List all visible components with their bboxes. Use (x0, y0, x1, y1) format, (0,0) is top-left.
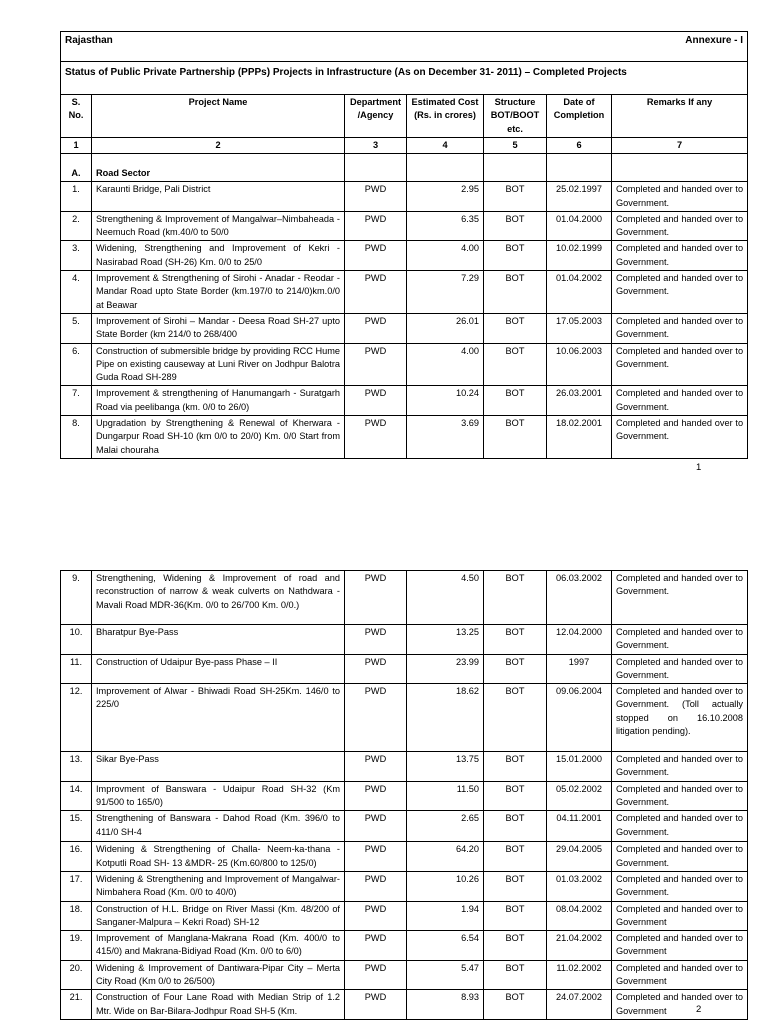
row-remarks: Completed and handed over to Government (612, 931, 748, 961)
row-department: PWD (345, 781, 407, 811)
row-project-name: Strengthening, Widening & Improvement of road and reconstruction of narrow & weak culverts on Nathdwara - Mavali Road MDR-36(Km. 0/0 to 26/700 Km. 0/0.) (92, 571, 345, 625)
row-project-name: Construction of Four Lane Road with Median Strip of 1.2 Mtr. Wide on Bar-Bilara-Jodhpur Road SH-5 (Km. (92, 990, 345, 1020)
row-sno: 15. (61, 811, 92, 842)
table-row (61, 386, 748, 416)
row-project-name: Widening & Improvement of Dantiwara-Pipar City – Merta City Road (Km 0/0 to 26/500) (92, 960, 345, 990)
row-department: PWD (345, 241, 407, 271)
section-label: A. (61, 154, 92, 182)
col-number: 7 (612, 138, 748, 154)
row-department: PWD (345, 654, 407, 684)
table-row (61, 654, 748, 684)
row-cost: 6.35 (407, 211, 484, 241)
row-department: PWD (345, 182, 407, 212)
row-structure: BOT (484, 271, 547, 314)
row-sno: 16. (61, 842, 92, 872)
row-sno: 13. (61, 752, 92, 782)
row-project-name: Widening & Strengthening and Improvement of Mangalwar- Nimbahera Road (Km. 0/0 to 40/0) (92, 871, 345, 901)
row-sno: 18. (61, 901, 92, 931)
row-structure: BOT (484, 182, 547, 212)
col-structure-header: Structure BOT/BOOT etc. (484, 95, 547, 138)
row-department: PWD (345, 571, 407, 625)
row-date: 29.04.2005 (547, 842, 612, 872)
state-header (61, 32, 748, 62)
table-row (61, 271, 748, 314)
row-cost: 2.65 (407, 811, 484, 842)
table-row (61, 781, 748, 811)
row-sno: 8. (61, 416, 92, 459)
row-date: 01.04.2002 (547, 271, 612, 314)
page-1 (60, 31, 747, 459)
row-remarks: Completed and handed over to Government. (612, 182, 748, 212)
row-department: PWD (345, 313, 407, 343)
table-row (61, 313, 748, 343)
row-remarks: Completed and handed over to Government. (612, 571, 748, 625)
row-sno: 3. (61, 241, 92, 271)
row-structure: BOT (484, 842, 547, 872)
col-number: 3 (345, 138, 407, 154)
row-structure: BOT (484, 901, 547, 931)
table-row (61, 182, 748, 212)
row-structure: BOT (484, 416, 547, 459)
row-structure: BOT (484, 571, 547, 625)
row-structure: BOT (484, 386, 547, 416)
table-row (61, 343, 748, 386)
row-cost: 1.94 (407, 901, 484, 931)
row-sno: 17. (61, 871, 92, 901)
row-structure: BOT (484, 931, 547, 961)
row-date: 01.04.2000 (547, 211, 612, 241)
row-cost: 10.26 (407, 871, 484, 901)
row-project-name: Improvement & Strengthening of Sirohi - Anadar - Reodar - Mandar Road upto State Border (km.197/0 to 214/0)km.0/0 at Beawar (92, 271, 345, 314)
column-number-row (61, 138, 748, 154)
row-date: 08.04.2002 (547, 901, 612, 931)
row-project-name: Upgradation by Strengthening & Renewal of Kherwara - Dungarpur Road SH-10 (km 0/0 to 20/0) Km. 0/0 Start from Malai chouraha (92, 416, 345, 459)
row-cost: 23.99 (407, 654, 484, 684)
table-row (61, 842, 748, 872)
row-structure: BOT (484, 752, 547, 782)
row-remarks: Completed and handed over to Government. (612, 625, 748, 655)
row-sno: 1. (61, 182, 92, 212)
row-remarks: Completed and handed over to Government. (612, 871, 748, 901)
col-date-header: Date of Completion (547, 95, 612, 138)
row-project-name: Improvement of Sirohi – Mandar - Deesa Road SH-27 upto State Border (km 214/0 to 268/400 (92, 313, 345, 343)
row-structure: BOT (484, 781, 547, 811)
row-sno: 20. (61, 960, 92, 990)
row-remarks: Completed and handed over to Government. (612, 313, 748, 343)
table-row (61, 871, 748, 901)
row-sno: 19. (61, 931, 92, 961)
row-sno: 12. (61, 684, 92, 752)
row-date: 11.02.2002 (547, 960, 612, 990)
row-cost: 10.24 (407, 386, 484, 416)
row-sno: 14. (61, 781, 92, 811)
col-sno-header: S. No. (61, 95, 92, 138)
row-date: 10.06.2003 (547, 343, 612, 386)
row-department: PWD (345, 343, 407, 386)
row-date: 15.01.2000 (547, 752, 612, 782)
col-cost-header: Estimated Cost (Rs. in crores) (407, 95, 484, 138)
row-structure: BOT (484, 960, 547, 990)
row-date: 06.03.2002 (547, 571, 612, 625)
projects-table-page-2 (60, 570, 748, 1020)
row-department: PWD (345, 752, 407, 782)
row-department: PWD (345, 960, 407, 990)
row-date: 18.02.2001 (547, 416, 612, 459)
section-name: Road Sector (92, 154, 345, 182)
row-remarks: Completed and handed over to Government (612, 901, 748, 931)
row-cost: 3.69 (407, 416, 484, 459)
row-cost: 13.75 (407, 752, 484, 782)
table-row (61, 571, 748, 625)
row-project-name: Bharatpur Bye-Pass (92, 625, 345, 655)
row-sno: 7. (61, 386, 92, 416)
row-structure: BOT (484, 313, 547, 343)
row-structure: BOT (484, 684, 547, 752)
row-project-name: Strengthening of Banswara - Dahod Road (Km. 396/0 to 411/0 SH-4 (92, 811, 345, 842)
table-row (61, 811, 748, 842)
row-date: 04.11.2001 (547, 811, 612, 842)
row-date: 24.07.2002 (547, 990, 612, 1020)
row-structure: BOT (484, 241, 547, 271)
row-structure: BOT (484, 811, 547, 842)
row-sno: 10. (61, 625, 92, 655)
col-name-header: Project Name (92, 95, 345, 138)
row-date: 26.03.2001 (547, 386, 612, 416)
row-cost: 4.50 (407, 571, 484, 625)
section-row (61, 154, 748, 182)
row-project-name: Strengthening & Improvement of Mangalwar–Nimbaheada - Neemuch Road (km.40/0 to 50/0 (92, 211, 345, 241)
row-cost: 7.29 (407, 271, 484, 314)
row-department: PWD (345, 931, 407, 961)
row-remarks: Completed and handed over to Government. (612, 654, 748, 684)
table-row (61, 416, 748, 459)
row-structure: BOT (484, 343, 547, 386)
row-department: PWD (345, 871, 407, 901)
row-department: PWD (345, 416, 407, 459)
state-name: Rajasthan (65, 35, 113, 46)
row-date: 01.03.2002 (547, 871, 612, 901)
row-project-name: Improvment of Banswara - Udaipur Road SH-32 (Km 91/500 to 165/0) (92, 781, 345, 811)
row-project-name: Construction of submersible bridge by providing RCC Hume Pipe on existing causeway at Luni River on Jodhpur Balotra Guda Road SH-289 (92, 343, 345, 386)
row-structure: BOT (484, 211, 547, 241)
row-project-name: Construction of H.L. Bridge on River Massi (Km. 48/200 of Sanganer-Malpura – Kekri Road) SH-12 (92, 901, 345, 931)
row-structure: BOT (484, 990, 547, 1020)
row-department: PWD (345, 271, 407, 314)
row-cost: 2.95 (407, 182, 484, 212)
row-project-name: Improvement & strengthening of Hanumangarh - Suratgarh Road via peelibanga (km. 0/0 to 26/0) (92, 386, 345, 416)
col-number: 4 (407, 138, 484, 154)
row-cost: 8.93 (407, 990, 484, 1020)
page-number-2: 2 (696, 1004, 702, 1015)
row-department: PWD (345, 901, 407, 931)
row-project-name: Widening & Strengthening of Challa- Neem-ka-thana - Kotputli Road SH- 13 &MDR- 25 (Km.60/800 to 125/0) (92, 842, 345, 872)
row-project-name: Improvement of Manglana-Makrana Road (Km. 400/0 to 415/0) and Makrana-Bidiyad Road (Km. 0/0 to 6/0) (92, 931, 345, 961)
row-department: PWD (345, 211, 407, 241)
row-date: 12.04.2000 (547, 625, 612, 655)
row-date: 05.02.2002 (547, 781, 612, 811)
row-date: 25.02.1997 (547, 182, 612, 212)
row-project-name: Sikar Bye-Pass (92, 752, 345, 782)
row-sno: 9. (61, 571, 92, 625)
table-row (61, 241, 748, 271)
row-remarks: Completed and handed over to Government (612, 960, 748, 990)
table-row (61, 931, 748, 961)
row-project-name: Widening, Strengthening and Improvement of Kekri - Nasirabad Road (SH-26) Km. 0/0 to 25/0 (92, 241, 345, 271)
row-remarks: Completed and handed over to Government. (612, 416, 748, 459)
table-row (61, 990, 748, 1020)
row-cost: 64.20 (407, 842, 484, 872)
row-department: PWD (345, 842, 407, 872)
row-cost: 26.01 (407, 313, 484, 343)
row-remarks: Completed and handed over to Government. (612, 343, 748, 386)
col-remarks-header: Remarks If any (612, 95, 748, 138)
row-department: PWD (345, 811, 407, 842)
page-number-1: 1 (696, 462, 702, 473)
page-2 (60, 570, 747, 1020)
row-cost: 13.25 (407, 625, 484, 655)
row-sno: 4. (61, 271, 92, 314)
col-number: 5 (484, 138, 547, 154)
row-remarks: Completed and handed over to Government. (612, 271, 748, 314)
table-row (61, 960, 748, 990)
projects-table-page-1 (60, 31, 748, 459)
row-remarks: Completed and handed over to Government. (612, 211, 748, 241)
row-remarks: Completed and handed over to Government. (612, 386, 748, 416)
row-cost: 5.47 (407, 960, 484, 990)
row-remarks: Completed and handed over to Government (612, 990, 748, 1020)
row-project-name: Karaunti Bridge, Pali District (92, 182, 345, 212)
row-remarks: Completed and handed over to Government. (612, 781, 748, 811)
row-remarks: Completed and handed over to Government. (612, 752, 748, 782)
row-department: PWD (345, 386, 407, 416)
row-project-name: Improvement of Alwar - Bhiwadi Road SH-25Km. 146/0 to 225/0 (92, 684, 345, 752)
row-department: PWD (345, 684, 407, 752)
row-cost: 18.62 (407, 684, 484, 752)
row-remarks: Completed and handed over to Government. (612, 842, 748, 872)
table-row (61, 625, 748, 655)
annexure-label: Annexure - I (685, 35, 744, 46)
row-structure: BOT (484, 625, 547, 655)
col-dept-header: Department /Agency (345, 95, 407, 138)
table-row (61, 211, 748, 241)
row-cost: 4.00 (407, 343, 484, 386)
row-date: 1997 (547, 654, 612, 684)
row-sno: 5. (61, 313, 92, 343)
row-department: PWD (345, 990, 407, 1020)
col-number: 2 (92, 138, 345, 154)
col-number: 1 (61, 138, 92, 154)
row-structure: BOT (484, 654, 547, 684)
row-date: 21.04.2002 (547, 931, 612, 961)
table-row (61, 752, 748, 782)
row-date: 10.02.1999 (547, 241, 612, 271)
row-remarks: Completed and handed over to Government. (612, 241, 748, 271)
row-cost: 11.50 (407, 781, 484, 811)
row-cost: 6.54 (407, 931, 484, 961)
row-date: 17.05.2003 (547, 313, 612, 343)
row-project-name: Construction of Udaipur Bye-pass Phase – II (92, 654, 345, 684)
row-sno: 6. (61, 343, 92, 386)
col-number: 6 (547, 138, 612, 154)
table-row (61, 684, 748, 752)
row-structure: BOT (484, 871, 547, 901)
row-remarks: Completed and handed over to Government. (Toll actually stopped on 16.10.2008 litigation pending). (612, 684, 748, 752)
row-remarks: Completed and handed over to Government. (612, 811, 748, 842)
row-cost: 4.00 (407, 241, 484, 271)
row-sno: 11. (61, 654, 92, 684)
document-title: Status of Public Private Partnership (PPPs) Projects in Infrastructure (As on December 31- 2011) – Completed Projects (61, 62, 748, 95)
table-row (61, 901, 748, 931)
row-date: 09.06.2004 (547, 684, 612, 752)
row-sno: 21. (61, 990, 92, 1020)
row-department: PWD (345, 625, 407, 655)
row-sno: 2. (61, 211, 92, 241)
